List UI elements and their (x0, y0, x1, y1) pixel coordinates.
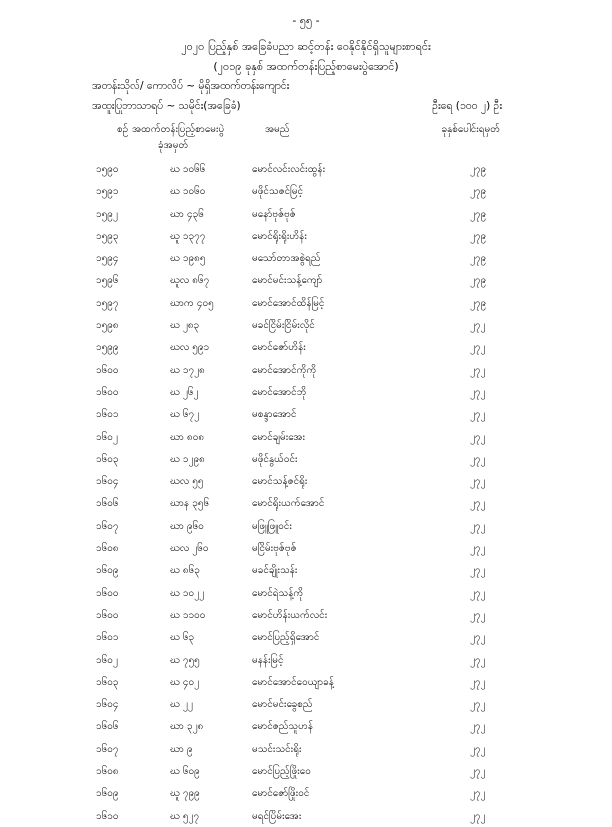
student-name: မဖိုင်နွယ်ဝင်း (252, 453, 298, 465)
roll-number: ဃူ ၇၉၉ (170, 788, 200, 800)
student-name: မောင်ပြည့်ရှိအောင် (252, 632, 320, 644)
document-title: ၂၀၂၀ ပြည့်နှစ် အခြေခံပညာ ဆင့်တန်း ဝေနိုင်နိုင်ရှိသူများစာရင်း (181, 40, 431, 53)
table-row (0, 738, 612, 760)
roll-number: ဃလ ၅၉၁ (170, 342, 210, 354)
row-number: ၁၆၀၁ (96, 632, 119, 644)
table-row (0, 247, 612, 269)
total-mark: ၂၇၂ (470, 766, 486, 778)
student-name: မငြိမ်းဗုဇ်ဗုဇ် (252, 543, 297, 555)
row-number: ၁၆၀၇ (96, 520, 119, 532)
row-number: ၁၆၀၃ (96, 453, 119, 465)
roll-number: ဃလ ၂၆၀ (170, 543, 209, 555)
roll-number: ဃာ ၈၀၈ (170, 431, 205, 443)
table-row (0, 426, 612, 448)
student-name: မောင်ရိုးရိုးဟိန်း (252, 230, 307, 242)
total-mark: ၂၇၂ (470, 721, 486, 733)
row-number: ၁၆၀၄ (96, 476, 119, 488)
table-row (0, 359, 612, 381)
student-name: မောင်ချမ်းအေး (252, 431, 306, 443)
total-mark: ၂၇၂ (470, 587, 486, 599)
student-name: မောင်မင်းခွေစည် (252, 699, 313, 711)
total-mark: ၂၇၂ (470, 431, 486, 443)
table-row (0, 292, 612, 314)
roll-number: ဃ ၁၂၉၈ (170, 453, 205, 465)
table-row (0, 403, 612, 425)
row-number: ၁၅၉၀ (96, 164, 119, 175)
results-list (0, 158, 612, 827)
student-name: မောင်ဇည်သူဟန် (252, 721, 314, 733)
table-row (0, 671, 612, 693)
table-row (0, 448, 612, 470)
roll-number: ဃ ၂၆၂ (170, 386, 199, 398)
student-name: မရင်ပြိမ်းအေး (252, 810, 302, 822)
column-header-mark: ခုနှစ်ပေါင်းရမှတ် (441, 124, 500, 135)
table-row (0, 381, 612, 403)
roll-number: ဃ ၆၃ (170, 632, 195, 644)
row-number: ၁၆၀၄ (96, 699, 119, 711)
student-name: မောင်ဟိန်းယက်လင်း (252, 609, 328, 621)
row-number: ၁၆၀၈ (96, 766, 119, 778)
total-mark: ၂၇၂ (470, 520, 486, 532)
table-row (0, 760, 612, 782)
roll-number: ဃာ ၉ (170, 743, 193, 755)
total-mark: ၂၇၂ (470, 609, 486, 621)
row-number: ၁၆၀၈ (96, 543, 119, 555)
document-subtitle: (၂၀၁၉ ခုနှစ် အထက်တန်းပြည့်စာမေးပွဲအောင်) (213, 60, 399, 73)
row-number: ၁၅၉၃ (96, 230, 119, 242)
student-name: မောင်ပြည့်ဖြိုးဝေ (252, 766, 311, 778)
student-name: မောင်ဇော်ဟိန်း (252, 342, 306, 354)
student-name: မောင်သန့်ဇင်ရိုး (252, 476, 308, 488)
total-mark: ၂၇၂ (470, 409, 486, 421)
total-mark: ၂၇၂ (470, 364, 486, 376)
total-mark: ၂၇၉ (470, 297, 487, 309)
row-number: ၁၅၉၈ (96, 320, 119, 332)
row-number: ၁၆၀၃ (96, 676, 119, 688)
table-row (0, 492, 612, 514)
student-name: မောင်ရိုးယက်အောင် (252, 498, 325, 510)
row-number: ၁၆၀၀ (96, 587, 119, 599)
student-name: မောင်ရဲသန့်ကို (252, 587, 304, 599)
table-row (0, 537, 612, 559)
student-name: မောင်အောင်ဘို (252, 386, 307, 398)
table-row (0, 782, 612, 804)
roll-number: ဃာ ၄၃၆ (170, 208, 204, 220)
table-row (0, 693, 612, 715)
student-name: မောင်အောင်ကိုကို (252, 364, 317, 376)
student-name: မစန္ဒာအောင် (252, 409, 297, 421)
row-number: ၁၆၀၁ (96, 409, 119, 421)
total-mark: ၂၇၂ (470, 676, 486, 688)
row-number: ၁၆၀၆ (96, 721, 119, 733)
row-number: ၁၆၀၉ (96, 565, 119, 577)
table-row (0, 715, 612, 737)
total-mark: ၂၇၂ (470, 453, 486, 465)
student-name: မဖိုင်သဇင်မြင့် (252, 186, 304, 198)
student-name: မဖြူဖြူဝင်း (252, 520, 292, 532)
student-name: မသင်းသင်းရိုး (252, 743, 302, 755)
roll-number: ဃာန ၃၅၆ (170, 498, 210, 510)
total-mark: ၂၇၂ (470, 386, 486, 398)
column-header-no: စဉ် (117, 124, 129, 135)
row-number: ၁၆၀၉ (96, 788, 119, 800)
table-row (0, 269, 612, 291)
total-mark: ၂၇၂ (470, 543, 486, 555)
student-name: မနန်းမြင့် (252, 654, 284, 666)
roll-number: ဃာ ၉၆၀ (170, 520, 204, 532)
table-row (0, 604, 612, 626)
table-row (0, 582, 612, 604)
roll-number: ဃ ၆၇၂ (170, 409, 200, 421)
table-row (0, 203, 612, 225)
roll-number: ဃာက ၄၀၅ (170, 297, 214, 309)
row-number: ၁၅၉၂ (96, 208, 118, 220)
roll-number: ဃလ ၅၅ (170, 476, 204, 488)
total-mark: ၂၇၂ (470, 810, 486, 822)
column-header-name: အမည် (265, 124, 290, 135)
count-heading: ဦးရေ (၁၀၀ ၂) ဦး (432, 100, 502, 112)
roll-number: ဃ ၂၈၃ (170, 320, 200, 332)
roll-number: ဃ ၁၉၈၅ (170, 253, 206, 265)
table-row (0, 314, 612, 336)
row-number: ၁၅၉၇ (96, 297, 119, 309)
total-mark: ၂၇၂ (470, 743, 486, 755)
student-name: မောင်အောင်ဝေယျာခန့် (252, 676, 334, 688)
table-row (0, 649, 612, 671)
roll-number: ဃ ၁၇၂၈ (170, 364, 205, 376)
total-mark: ၂၇၉ (470, 275, 487, 287)
table-row (0, 559, 612, 581)
total-mark: ၂၇၂ (470, 498, 486, 510)
row-number: ၁၆၁၀ (96, 810, 119, 822)
total-mark: ၂၇၂ (470, 476, 486, 488)
student-name: မနော်ဗုဇ်ဗုဇ် (252, 208, 296, 220)
table-row (0, 180, 612, 202)
row-number: ၁၆၀၂ (96, 654, 118, 666)
roll-number: ဃူ ၁၃၇၇ (170, 230, 206, 242)
total-mark: ၂၇၂ (470, 699, 486, 711)
student-name: မခင်ငြိမ်းငြိမ်းလိုင် (252, 320, 315, 332)
total-mark: ၂၇၉ (470, 208, 487, 220)
table-row (0, 805, 612, 827)
roll-number: ဃ ၅၂၇ (170, 810, 200, 822)
row-number: ၁၆၀၀ (96, 609, 119, 621)
student-name: မောင်မင်းသန့်ကျော် (252, 275, 323, 287)
total-mark: ၂၇၉ (470, 253, 487, 265)
row-number: ၁၆၀၀ (96, 386, 119, 398)
roll-number: ဃ ၁၀၆၆ (170, 164, 206, 175)
school-heading: အတန်းသိုလ်/ ကောလိပ် ~ မိုရှိအထက်တန်းကျောင်း (92, 80, 290, 92)
row-number: ၁၅၉၉ (96, 342, 119, 354)
total-mark: ၂၇၂ (470, 654, 486, 666)
table-row (0, 470, 612, 492)
roll-number: ဃ ၈၆၃ (170, 565, 200, 577)
total-mark: ၂၇၉ (470, 186, 487, 198)
roll-number: ဃ ၁၀၆၀ (170, 186, 206, 198)
column-header-roll-sub: ခုံအမှတ် (158, 140, 189, 151)
table-row (0, 336, 612, 358)
roll-number: ဃ ၁၀၂၂ (170, 587, 205, 599)
roll-number: ဃ ၂၂ (170, 699, 193, 711)
student-name: မောင်ဇော်ဖြိုးဝင် (252, 788, 310, 800)
roll-number: ဃ ၆၀၉ (170, 766, 200, 778)
roll-number: ဃ ၄၀၂ (170, 676, 200, 688)
column-header-roll: အထက်တန်းပြည့်စာမေးပွဲ (132, 124, 225, 135)
row-number: ၁၅၉၄ (96, 253, 119, 265)
row-number: ၁၅၉၁ (96, 186, 119, 198)
table-row (0, 515, 612, 537)
table-row (0, 225, 612, 247)
total-mark: ၂၇၂ (470, 632, 486, 644)
total-mark: ၂၇၂ (470, 342, 486, 354)
subject-heading: အထူးပြုဘာသာရပ် ~ သမိုင်း(အခြေခံ) (92, 100, 241, 112)
total-mark: ၂၇၂ (470, 788, 486, 800)
total-mark: ၂၇၂ (470, 320, 486, 332)
roll-number: ဃ ၇၅၅ (170, 654, 200, 666)
table-row (0, 158, 612, 180)
roll-number: ဃူလ ၈၆၇ (170, 275, 210, 287)
row-number: ၁၆၀၀ (96, 364, 119, 376)
student-name: မောင်အောင်ထိန်မြင့် (252, 297, 325, 309)
roll-number: ဃာ ၃၂၈ (170, 721, 204, 733)
table-row (0, 626, 612, 648)
student-name: မောင်လင်းလင်းထွန်း (252, 164, 326, 175)
page-number: - ၅၅ - (292, 14, 320, 27)
roll-number: ဃ ၁၁၀၀ (170, 609, 206, 621)
total-mark: ၂၇၂ (470, 565, 486, 577)
student-name: မသော်တာအစွဲရည် (252, 253, 321, 265)
row-number: ၁၆၀၆ (96, 498, 119, 510)
total-mark: ၂၇၉ (470, 230, 487, 242)
row-number: ၁၅၉၆ (96, 275, 119, 287)
student-name: မခင်ချိုးသန်း (252, 565, 298, 577)
row-number: ၁၆၀၂ (96, 431, 118, 443)
row-number: ၁၆၀၇ (96, 743, 119, 755)
total-mark: ၂၇၉ (470, 164, 487, 175)
